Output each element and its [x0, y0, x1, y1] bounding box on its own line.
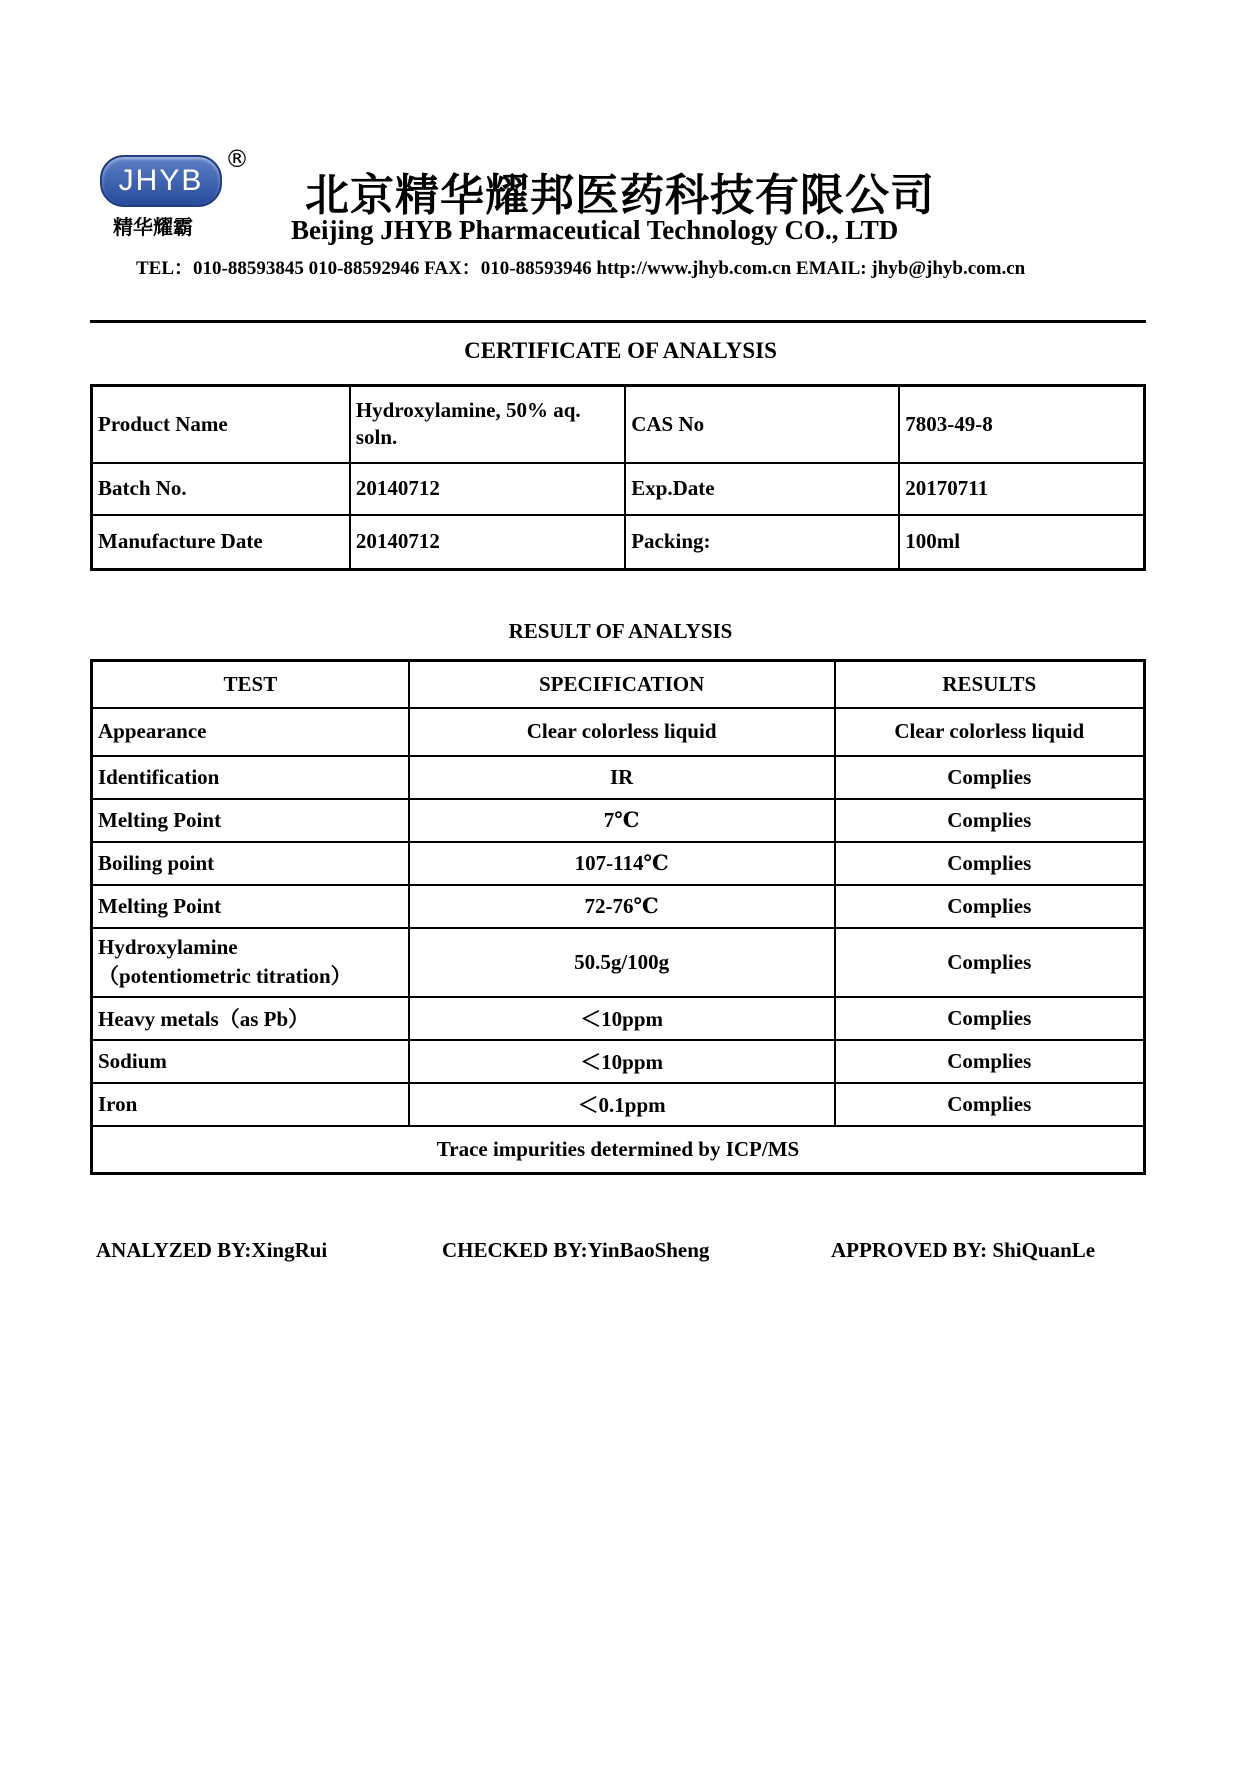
analyzed-by: ANALYZED BY:XingRui — [96, 1238, 328, 1262]
results-table — [90, 659, 1146, 1175]
info-label: Product Name — [92, 386, 350, 463]
info-value: 20140712 — [350, 515, 625, 570]
info-value: 7803-49-8 — [899, 386, 1144, 463]
result-cell: Complies — [835, 1083, 1145, 1126]
footnote-row — [92, 1126, 1145, 1174]
table-row — [92, 842, 1145, 885]
spec-cell: 107-114℃ — [409, 842, 835, 885]
result-cell: Complies — [835, 997, 1145, 1040]
table-row — [92, 1040, 1145, 1083]
logo-badge — [100, 155, 222, 207]
table-row — [92, 756, 1145, 799]
test-cell: Heavy metals（as Pb） — [92, 997, 409, 1040]
result-cell: Complies — [835, 842, 1145, 885]
results-header-row — [92, 661, 1145, 708]
company-name-cn: 北京精华耀邦医药科技有限公司 — [305, 170, 935, 221]
result-cell: Complies — [835, 928, 1145, 997]
info-value: Hydroxylamine, 50% aq. soln. — [350, 386, 625, 463]
info-value: 100ml — [899, 515, 1144, 570]
result-cell: Complies — [835, 1040, 1145, 1083]
column-header-test: TEST — [92, 661, 409, 708]
table-row — [92, 1083, 1145, 1126]
test-cell: Iron — [92, 1083, 409, 1126]
company-logo — [95, 145, 265, 245]
result-cell: Complies — [835, 756, 1145, 799]
test-cell: Appearance — [92, 708, 409, 756]
contact-line: TEL：010-88593845 010-88592946 FAX：010-88593946 http://www.jhyb.com.cn EMAIL: jhyb@jhyb.com.cn — [136, 258, 1026, 279]
table-row — [92, 928, 1145, 997]
result-cell: Clear colorless liquid — [835, 708, 1145, 756]
certificate-title: CERTIFICATE OF ANALYSIS — [464, 338, 777, 363]
info-label: Batch No. — [92, 463, 350, 515]
test-cell: Boiling point — [92, 842, 409, 885]
test-cell — [92, 928, 409, 997]
column-header-results: RESULTS — [835, 661, 1145, 708]
info-value: 20140712 — [350, 463, 625, 515]
test-cell: Identification — [92, 756, 409, 799]
info-row — [92, 386, 1145, 463]
info-label: CAS No — [625, 386, 899, 463]
footnote: Trace impurities determined by ICP/MS — [92, 1126, 1145, 1174]
info-value: 20170711 — [899, 463, 1144, 515]
spec-cell: 50.5g/100g — [409, 928, 835, 997]
test-cell: Melting Point — [92, 885, 409, 928]
info-label: Exp.Date — [625, 463, 899, 515]
logo-subtitle: 精华耀霸 — [113, 215, 193, 239]
spec-cell: IR — [409, 756, 835, 799]
test-name: Hydroxylamine — [98, 934, 238, 959]
table-row — [92, 885, 1145, 928]
spec-cell: ＜0.1ppm — [409, 1083, 835, 1126]
checked-by: CHECKED BY:YinBaoSheng — [442, 1238, 710, 1262]
table-row — [92, 997, 1145, 1040]
info-label: Manufacture Date — [92, 515, 350, 570]
test-cell: Sodium — [92, 1040, 409, 1083]
result-title: RESULT OF ANALYSIS — [508, 619, 733, 643]
product-info-table — [90, 384, 1146, 571]
column-header-specification: SPECIFICATION — [409, 661, 835, 708]
spec-cell: 72-76℃ — [409, 885, 835, 928]
registered-mark: ® — [225, 145, 249, 173]
info-row — [92, 463, 1145, 515]
spec-cell: Clear colorless liquid — [409, 708, 835, 756]
spec-cell: ＜10ppm — [409, 997, 835, 1040]
logo-text: JHYB — [118, 164, 204, 197]
spec-cell: ＜10ppm — [409, 1040, 835, 1083]
table-row — [92, 799, 1145, 842]
result-cell: Complies — [835, 885, 1145, 928]
test-cell: Melting Point — [92, 799, 409, 842]
approved-by: APPROVED BY: ShiQuanLe — [831, 1238, 1096, 1262]
company-name-en: Beijing JHYB Pharmaceutical Technology CO., LTD — [291, 215, 899, 245]
header-divider — [90, 320, 1146, 323]
table-row — [92, 708, 1145, 756]
test-method: （potentiometric titration） — [98, 963, 352, 988]
info-label: Packing: — [625, 515, 899, 570]
spec-cell: 7℃ — [409, 799, 835, 842]
info-row — [92, 515, 1145, 570]
result-cell: Complies — [835, 799, 1145, 842]
